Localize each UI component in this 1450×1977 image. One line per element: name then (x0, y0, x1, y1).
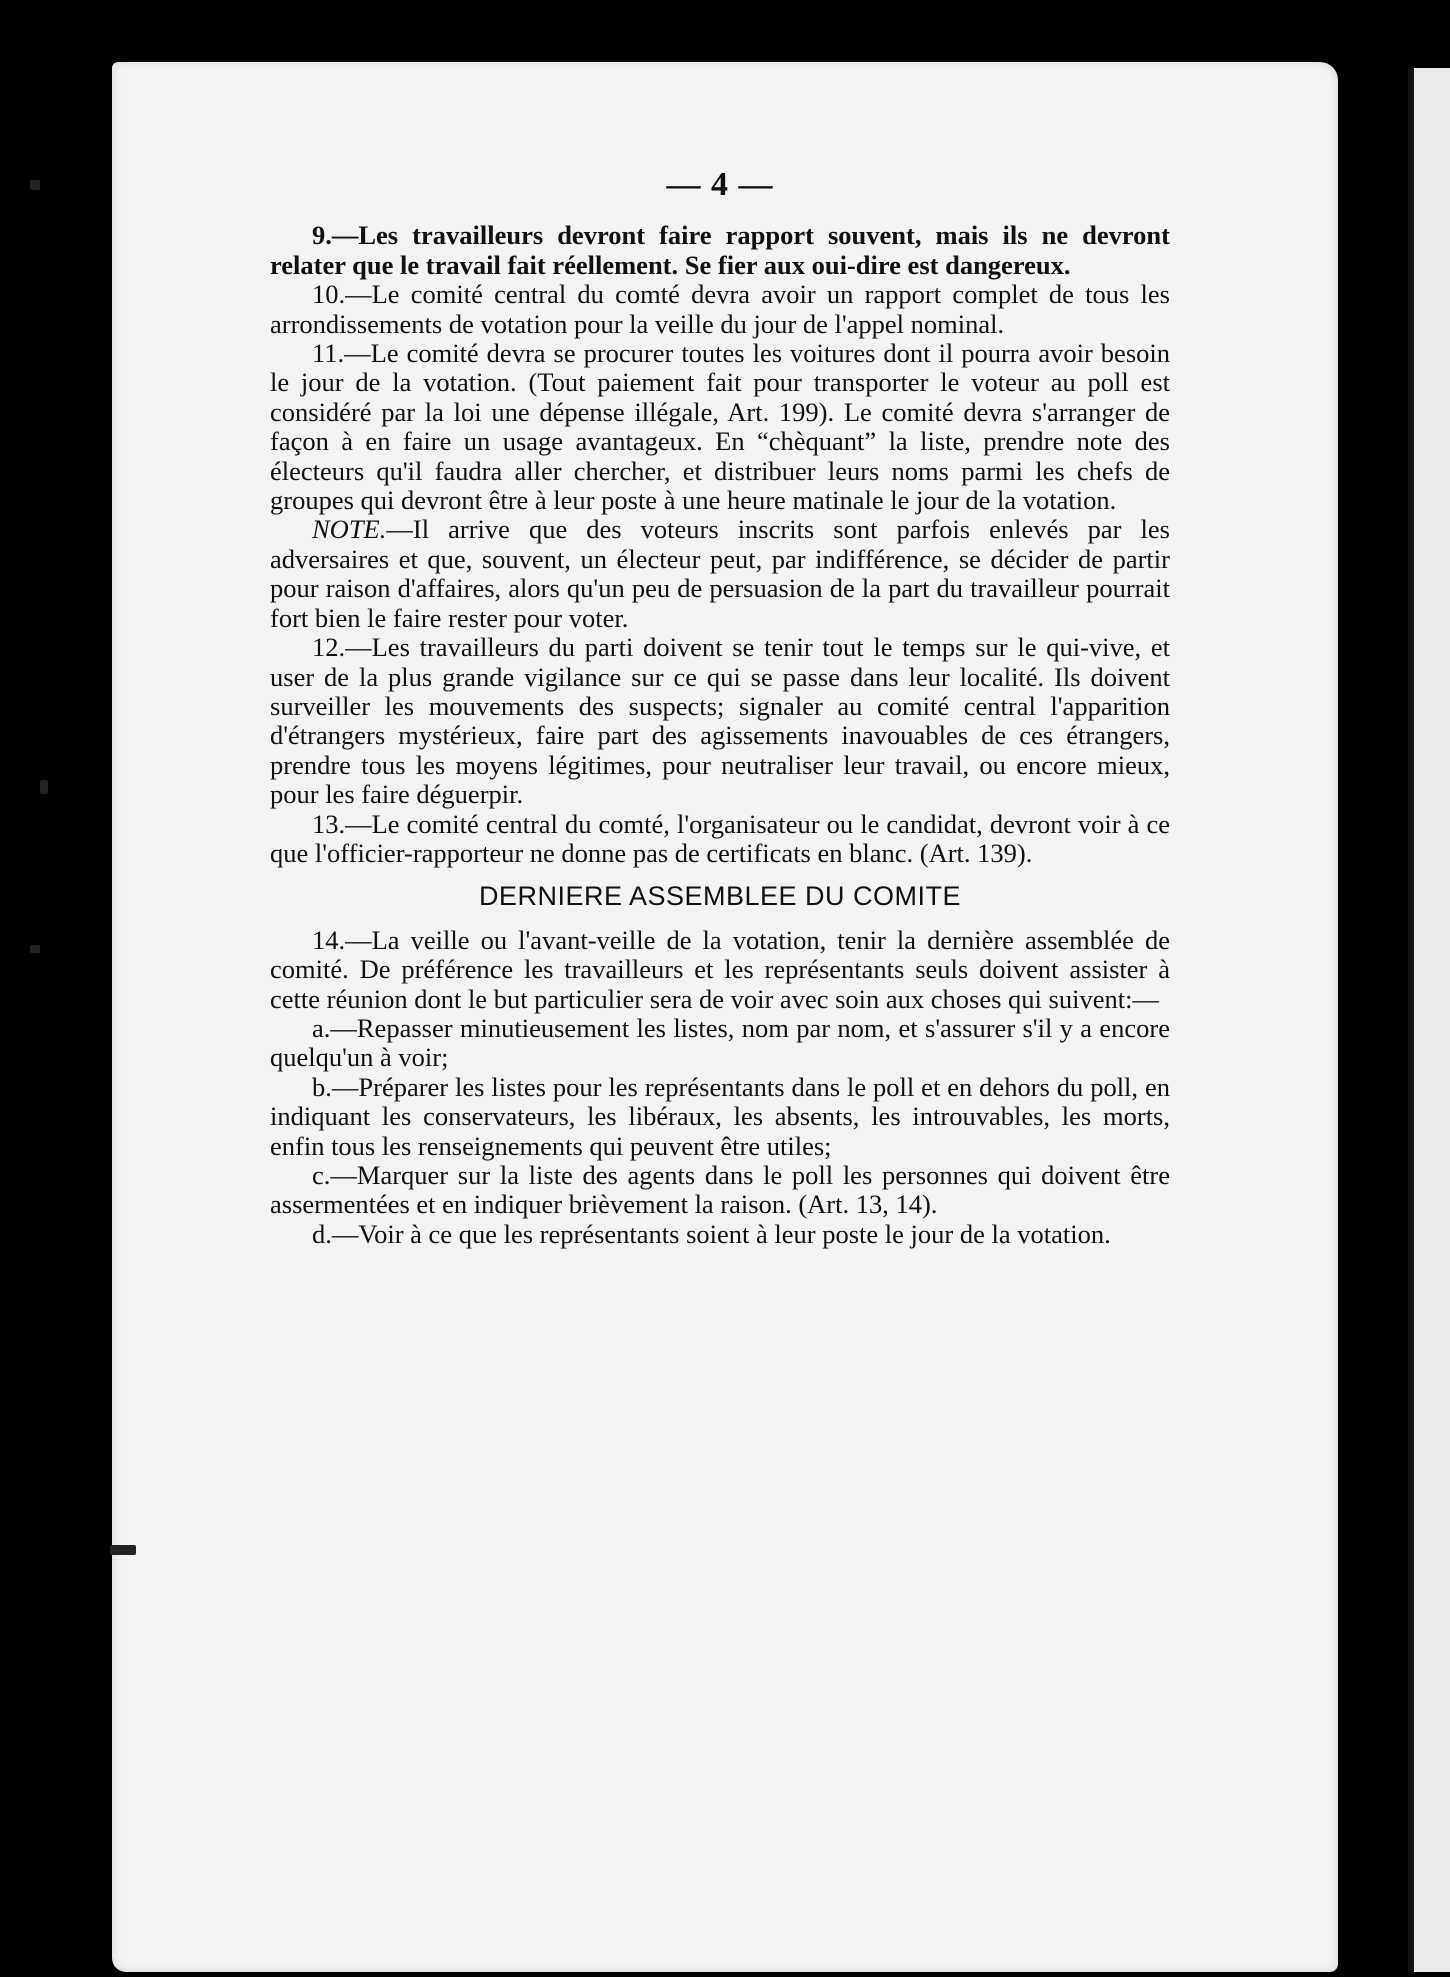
paragraph-14: 14.—La veille ou l'avant-veille de la votation, tenir la dernière assemblée de comité. De préférence les travailleurs et les représentants seuls doivent assister à cette réunion dont le but particulier sera de voir avec soin aux choses qui suivent:— (270, 924, 1170, 1014)
section-heading: DERNIERE ASSEMBLEE DU COMITE (478, 881, 962, 912)
paragraph-11: 11.—Le comité devra se procurer toutes les voitures dont il pourra avoir besoin le jour de la votation. (Tout paiement fait pour transporter le voteur au poll est considéré par la loi une dépense illégale, Art. 199). Le comité devra s'arranger de façon à en faire un usage avantageux. En “chèquant” la liste, prendre note des électeurs qu'il faudra aller chercher, et distribuer leurs noms parmi les chefs de groupes qui devront être à leur poste à une heure matinale le jour de la votation. (270, 338, 1170, 516)
scan-mark (40, 780, 48, 794)
paragraph-13: 13.—Le comité central du comté, l'organisateur ou le candidat, devront voir à ce que l'officier-rapporteur ne donne pas de certificats en blanc. (Art. 139). (270, 808, 1170, 868)
item-d: d.—Voir à ce que les représentants soient à leur poste le jour de la votation. (312, 1218, 1111, 1249)
scan-mark (30, 945, 40, 953)
item-c: c.—Marquer sur la liste des agents dans le poll les personnes qui doivent être assermentées et en indiquer brièvement la raison. (Art. 13, 14). (270, 1160, 1170, 1220)
note-text: —Il arrive que des voteurs inscrits sont parfois enlevés par les adversaires et que, souvent, un électeur peut, par indifférence, se décider de partir pour raison d'affaires, alors qu'un peu de persuasion de la part du travailleur pourrait fort bien le faire rester pour voter. (270, 514, 1170, 633)
item-b: b.—Préparer les listes pour les représentants dans le poll et en dehors du poll, en indiquant les conservateurs, les libéraux, les absents, les introuvables, les morts, enfin tous les renseignements qui peuvent être utiles; (270, 1071, 1170, 1161)
item-a: a.—Repasser minutieusement les listes, nom par nom, et s'assurer s'il y a encore quelqu'un à voir; (270, 1012, 1170, 1073)
document-text (270, 166, 1170, 1249)
scan-mark (30, 180, 40, 190)
paragraph-12: 12.—Les travailleurs du parti doivent se tenir tout le temps sur le qui-vive, et user de la plus grande vigilance sur ce qui se passe dans leur localité. Ils doivent surveiller les mouvements des suspects; signaler au comité central l'apparition d'étrangers mystérieux, faire part des agissements inavouables de ces étrangers, prendre tous les moyens légitimes, pour neutraliser leur travail, ou encore mieux, pour les faire déguerpir. (270, 632, 1170, 810)
paragraph-9: 9.—Les travailleurs devront faire rapport souvent, mais ils ne devront relater que le travail fait réellement. Se fier aux oui-dire est dangereux. (270, 220, 1170, 280)
adjacent-page-edge (1408, 68, 1450, 1972)
note-paragraph (270, 515, 1170, 633)
page-number: — 4 — (666, 166, 774, 203)
paragraph-10: 10.—Le comité central du comté devra avoir un rapport complet de tous les arrondissements de votation pour la veille du jour de l'appel nominal. (270, 279, 1170, 339)
scan-mark (110, 1545, 136, 1555)
note-label: NOTE. (312, 514, 387, 545)
